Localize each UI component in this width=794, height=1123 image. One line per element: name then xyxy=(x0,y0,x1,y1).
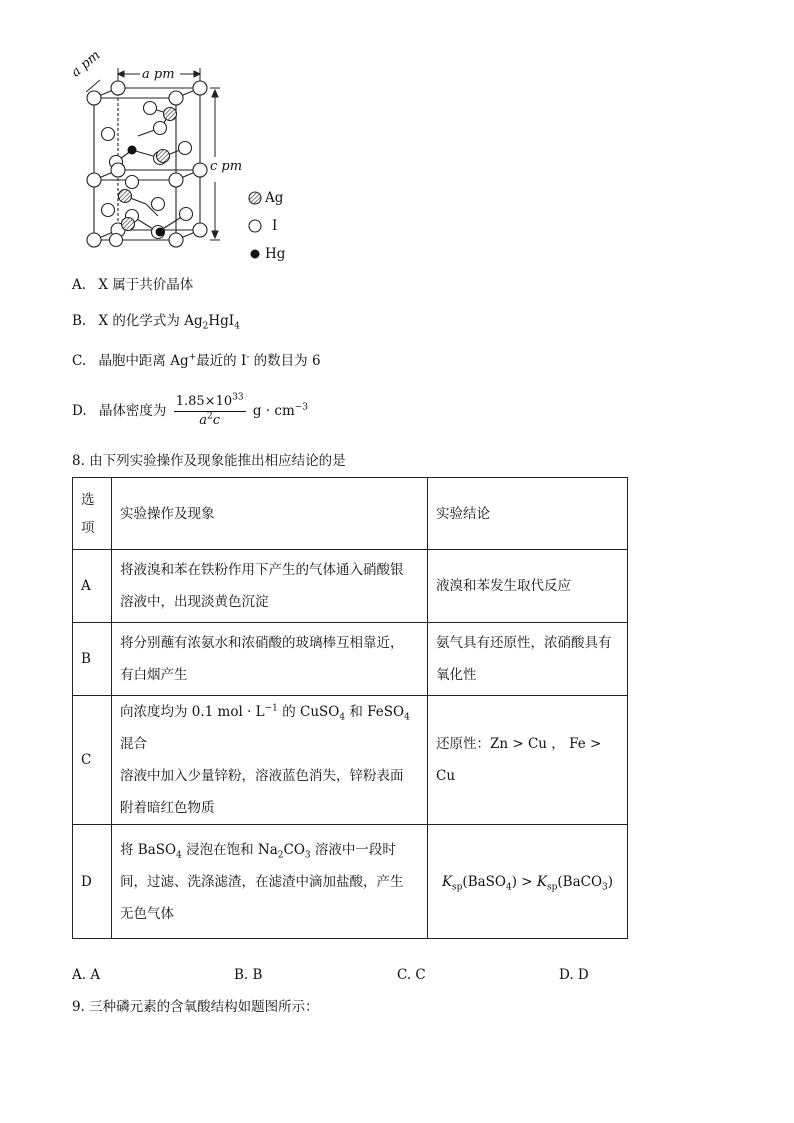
ion-i: I xyxy=(240,353,247,369)
formula-hgi: HgI xyxy=(208,313,235,329)
formula-sub-2: 2 xyxy=(202,321,209,332)
q9-stem: 9. 三种磷元素的含氧酸结构如题图所示： xyxy=(72,999,319,1015)
legend-i-symbol xyxy=(249,220,261,232)
option-b-prefix: B. xyxy=(72,313,87,329)
row-a-option: A xyxy=(73,550,112,623)
q8-stem: 8. 由下列实验操作及现象能推出相应结论的是 xyxy=(72,453,346,469)
option-d-text: 晶体密度为 xyxy=(98,403,171,419)
header-option: 选项 xyxy=(73,478,112,550)
row-c-option: C xyxy=(73,696,112,825)
table-row xyxy=(73,696,628,825)
ion-ag-charge: + xyxy=(188,352,197,363)
legend-hg-symbol xyxy=(251,250,260,259)
option-a-text: X 属于共价晶体 xyxy=(98,277,194,293)
q8-answer-b[interactable]: B. B xyxy=(234,967,263,983)
q8-answer-a[interactable]: A. A xyxy=(72,967,101,983)
option-a-prefix: A. xyxy=(72,277,87,293)
row-b-option: B xyxy=(73,623,112,696)
q7-option-a xyxy=(72,276,193,294)
row-c-operation: 向浓度均为 0.1 mol · $L^{-1}$ 的 CuSO$_4$ 和 FeSO$_4$ 混合 溶液中加入少量锌粉，溶液蓝色消失，锌粉表面 附着暗红色物质 xyxy=(112,696,428,825)
unit-cell-diagram xyxy=(60,62,300,270)
density-fraction xyxy=(174,394,246,429)
row-c-conclusion: 还原性：Zn > Cu ， Fe > Cu xyxy=(428,696,628,825)
q8-experiment-table xyxy=(72,477,628,939)
option-c-tail: 的数目为 6 xyxy=(249,353,321,369)
ion-i-charge: - xyxy=(246,352,250,363)
row-b-operation: 将分别蘸有浓氨水和浓硝酸的玻璃棒互相靠近， 有白烟产生 xyxy=(112,623,428,696)
legend-i-label: I xyxy=(272,218,278,234)
table-row xyxy=(73,623,628,696)
q7-option-d xyxy=(72,394,308,429)
dimension-c-label: c pm xyxy=(210,159,243,174)
option-d-prefix: D. xyxy=(72,403,87,419)
option-c-prefix: C. xyxy=(72,353,87,369)
header-conclusion: 实验结论 xyxy=(428,478,628,550)
option-c-mid: 最近的 xyxy=(196,353,241,369)
dimension-a-top-label: a pm xyxy=(142,67,175,82)
ion-ag: Ag xyxy=(170,353,189,369)
table-row xyxy=(73,550,628,623)
q7-option-b xyxy=(72,312,240,330)
table-header-row xyxy=(73,478,628,550)
row-d-operation: 将 BaSO$_4$ 浸泡在饱和 $Na_2CO_3$ 溶液中一段时 间，过滤、洗涤滤渣，在滤渣中滴加盐酸，产生 无色气体 xyxy=(112,825,428,939)
formula-ag: Ag xyxy=(184,313,203,329)
table-row xyxy=(73,825,628,939)
legend-ag-label: Ag xyxy=(265,190,284,206)
crystal-cell-figure xyxy=(60,47,300,270)
row-a-operation: 将液溴和苯在铁粉作用下产生的气体通入硝酸银 溶液中，出现淡黄色沉淀 xyxy=(112,550,428,623)
option-c-text: 晶胞中距离 xyxy=(98,353,171,369)
legend-hg-label: Hg xyxy=(265,246,286,262)
option-b-text: X 的化学式为 xyxy=(98,313,185,329)
row-d-option: D xyxy=(73,825,112,939)
row-b-conclusion: 氨气具有还原性，浓硝酸具有 氧化性 xyxy=(428,623,628,696)
fraction-denominator: $a^2c$ xyxy=(199,411,221,428)
dimension-a-left-label: a pm xyxy=(68,47,104,81)
q8-answer-d[interactable]: D. D xyxy=(559,967,589,983)
density-unit-exponent: −3 xyxy=(294,402,309,413)
header-operation: 实验操作及现象 xyxy=(112,478,428,550)
fraction-numerator: $1.85\times 10^{33}$ xyxy=(174,394,246,412)
q7-option-c xyxy=(72,352,321,370)
legend-ag-symbol xyxy=(249,192,261,204)
row-a-conclusion: 液溴和苯发生取代反应 xyxy=(428,550,628,623)
formula-sub-4: 4 xyxy=(234,321,240,332)
q8-answer-c[interactable]: C. C xyxy=(397,967,426,983)
row-d-conclusion: $K_{sp}(BaSO_4)$ > $K_{sp}(BaCO_3)$ xyxy=(428,825,628,939)
density-unit: g · cm xyxy=(252,403,295,419)
